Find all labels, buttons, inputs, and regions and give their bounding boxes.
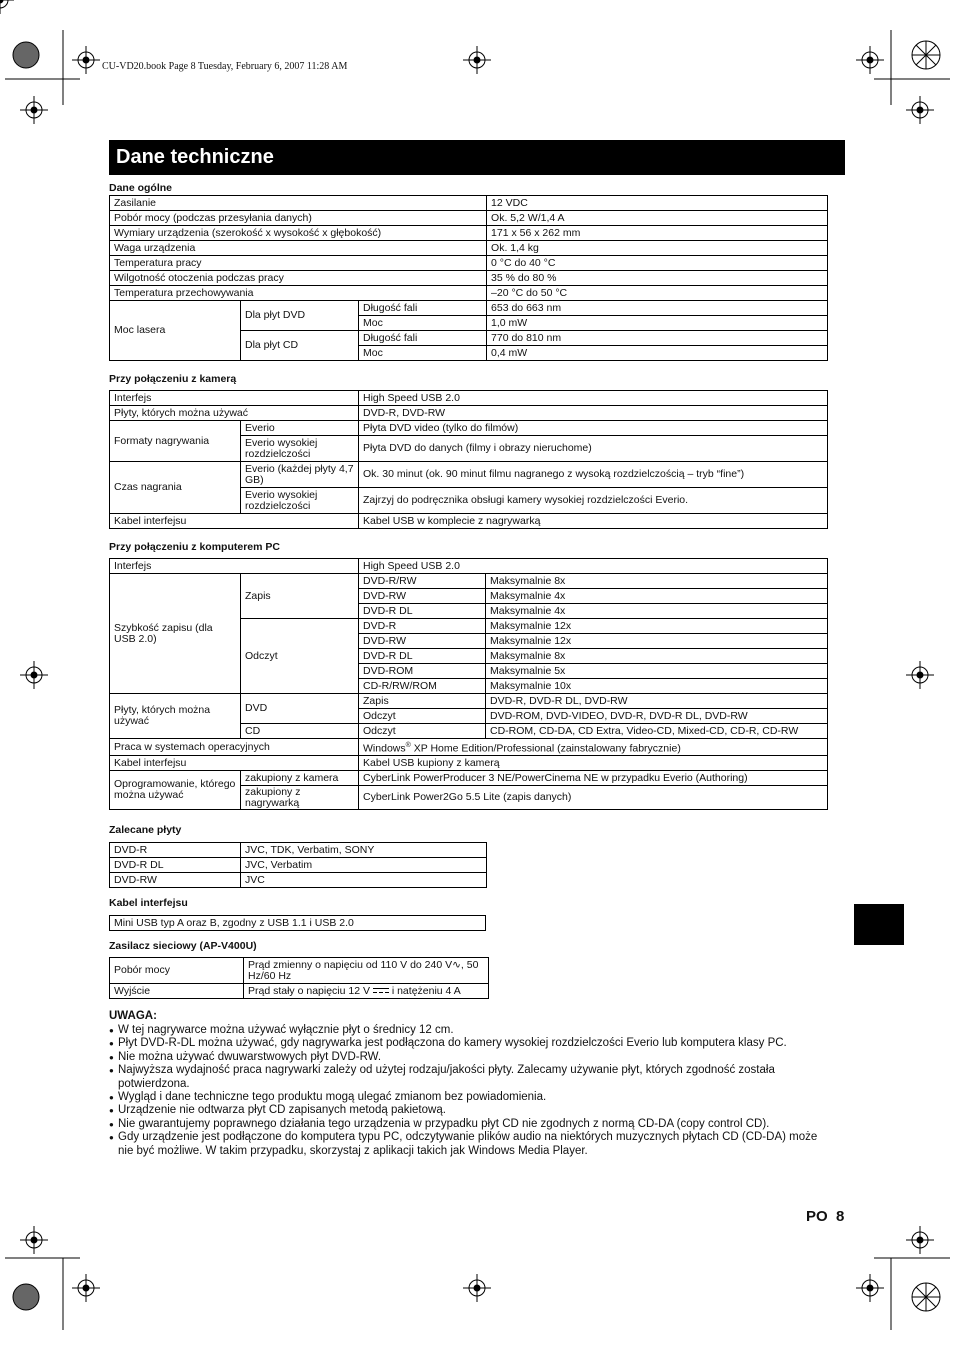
table-cell: Moc xyxy=(359,316,487,331)
table-cell: DVD-RW xyxy=(359,634,486,649)
table-cell: Oprogramowanie, którego można używać xyxy=(110,771,241,810)
table-cell: Interfejs xyxy=(110,559,359,574)
table-cell: Zasilanie xyxy=(110,196,487,211)
list-item: ● W tej nagrywarce można używać wyłącznie płyt o średnicy 12 cm. xyxy=(109,1024,834,1037)
table-cell: DVD-R xyxy=(359,619,486,634)
table-cell: Płyty, których można używać xyxy=(110,406,359,421)
table-cell: Maksymalnie 10x xyxy=(486,679,828,694)
table-cell: 171 x 56 x 262 mm xyxy=(487,226,828,241)
table-cell: CyberLink PowerProducer 3 NE/PowerCinema NE w przypadku Everio (Authoring) xyxy=(359,771,828,786)
table-cell: 35 % do 80 % xyxy=(487,271,828,286)
table-cell: Odczyt xyxy=(359,724,486,739)
output-text-a: Prąd stały o napięciu 12 V xyxy=(248,984,370,997)
table-row xyxy=(110,984,489,999)
table-cell: Zapis xyxy=(241,574,359,619)
table-cell: JVC, Verbatim xyxy=(241,858,487,873)
section-heading-discs: Zalecane płyty xyxy=(109,824,182,836)
camera-table xyxy=(109,390,828,529)
notes-list xyxy=(109,1024,834,1158)
table-cell: High Speed USB 2.0 xyxy=(359,559,828,574)
table-cell: Ok. 1,4 kg xyxy=(487,241,828,256)
list-item: ● Nie można używać dwuwarstwowych płyt DVD-RW. xyxy=(109,1051,834,1064)
table-cell: Odczyt xyxy=(241,619,359,694)
table-cell: DVD xyxy=(241,694,359,724)
table-cell: 12 VDC xyxy=(487,196,828,211)
table-cell: Interfejs xyxy=(110,391,359,406)
table-cell: Płyta DVD video (tylko do filmów) xyxy=(359,421,828,436)
list-item: ● Płyt DVD-R-DL można używać, gdy nagrywarka jest podłączona do kamery wysokiej rozdzielczości Everio lub komputera klasy PC. xyxy=(109,1037,834,1050)
list-item: ● Wygląd i dane techniczne tego produktu mogą ulegać zmianom bez powiadomienia. xyxy=(109,1091,834,1104)
table-cell: Maksymalnie 4x xyxy=(486,589,828,604)
table-cell: Wyjście xyxy=(110,984,244,999)
table-row xyxy=(110,256,828,271)
table-cell: Waga urządzenia xyxy=(110,241,487,256)
output-text-b: i natężeniu 4 A xyxy=(391,984,461,997)
table-cell: Temperatura pracy xyxy=(110,256,487,271)
table-cell: 653 do 663 nm xyxy=(487,301,828,316)
section-heading-camera: Przy połączeniu z kamerą xyxy=(109,373,237,385)
table-row xyxy=(110,574,828,589)
table-row xyxy=(110,211,828,226)
table-cell: CD-ROM, CD-DA, CD Extra, Video-CD, Mixed-CD, CD-R, CD-RW xyxy=(486,724,828,739)
discs-table xyxy=(109,842,487,888)
table-row xyxy=(110,873,487,888)
list-item: ● Nie gwarantujemy poprawnego działania tego urządzenia w przypadku płyt CD nie zgodnych z normą CD-DA (copy control CD). xyxy=(109,1118,834,1131)
table-cell: Prąd zmienny o napięciu od 110 V do 240 V∿, 50 Hz/60 Hz xyxy=(244,958,489,984)
table-cell: 0,4 mW xyxy=(487,346,828,361)
side-tab-marker xyxy=(854,904,904,945)
table-cell: Kabel interfejsu xyxy=(110,756,359,771)
laser-label: Moc lasera xyxy=(110,301,241,361)
table-row xyxy=(110,286,828,301)
table-cell: Wilgotność otoczenia podczas pracy xyxy=(110,271,487,286)
table-cell: CyberLink Power2Go 5.5 Lite (zapis danych) xyxy=(359,786,828,810)
table-row xyxy=(110,756,828,771)
table-cell: Everio xyxy=(241,421,359,436)
table-cell: Moc xyxy=(359,346,487,361)
os-edition: XP Home Edition/Professional (zainstalowany fabrycznie) xyxy=(410,742,681,755)
cable-table xyxy=(109,915,486,931)
table-cell: Pobór mocy (podczas przesyłania danych) xyxy=(110,211,487,226)
adapter-table xyxy=(109,957,489,999)
table-cell: Długość fali xyxy=(359,301,487,316)
file-header-line: CU-VD20.book Page 8 Tuesday, February 6, 2007 11:28 AM xyxy=(102,61,348,72)
table-cell: Płyty, których można używać xyxy=(110,694,241,739)
table-cell: Mini USB typ A oraz B, zgodny z USB 1.1 i USB 2.0 xyxy=(110,916,486,931)
table-cell: DVD-R DL xyxy=(359,649,486,664)
table-cell: Pobór mocy xyxy=(110,958,244,984)
table-row xyxy=(110,843,487,858)
table-cell: DVD-R DL xyxy=(359,604,486,619)
table-row xyxy=(110,271,828,286)
table-cell: Kabel USB kupiony z kamerą xyxy=(359,756,828,771)
table-cell: Odczyt xyxy=(359,709,486,724)
table-row xyxy=(110,559,828,574)
general-table xyxy=(109,195,828,361)
table-row xyxy=(110,462,828,488)
table-cell: DVD-R/RW xyxy=(359,574,486,589)
table-row xyxy=(110,739,828,756)
table-cell: JVC xyxy=(241,873,487,888)
table-cell: CD xyxy=(241,724,359,739)
table-cell: DVD-R DL xyxy=(110,858,241,873)
table-cell: DVD-RW xyxy=(359,589,486,604)
table-cell: Temperatura przechowywania xyxy=(110,286,487,301)
os-windows: Windows xyxy=(363,742,406,755)
table-cell: Everio (każdej płyty 4,7 GB) xyxy=(241,462,359,488)
table-cell: Formaty nagrywania xyxy=(110,421,241,462)
table-cell: Kabel interfejsu xyxy=(110,514,359,529)
table-row xyxy=(110,916,486,931)
registered-mark: ® xyxy=(405,741,411,749)
table-cell: DVD-ROM xyxy=(359,664,486,679)
laser-dvd-label: Dla płyt DVD xyxy=(241,301,359,331)
table-row xyxy=(110,241,828,256)
table-row xyxy=(110,226,828,241)
page-title: Dane techniczne xyxy=(109,140,845,175)
table-cell: Ok. 5,2 W/1,4 A xyxy=(487,211,828,226)
dc-symbol-icon xyxy=(373,988,389,993)
table-row xyxy=(110,858,487,873)
table-cell: JVC, TDK, Verbatim, SONY xyxy=(241,843,487,858)
list-item: ● Gdy urządzenie jest podłączone do komputera typu PC, odczytywanie plików audio na niektórych muzycznych płytach CD (CD-DA) może nie być możliwe. W takim przypadku, skorzystaj z aplikacji takich jak Windows Media Player. xyxy=(109,1131,834,1158)
table-cell: Wymiary urządzenia (szerokość x wysokość x głębokość) xyxy=(110,226,487,241)
laser-cd-label: Dla płyt CD xyxy=(241,331,359,361)
table-cell: DVD-R, DVD-RW xyxy=(359,406,828,421)
table-cell: Everio wysokiej rozdzielczości xyxy=(241,436,359,462)
table-row xyxy=(110,421,828,436)
table-cell: Kabel USB w komplecie z nagrywarką xyxy=(359,514,828,529)
table-cell: Maksymalnie 5x xyxy=(486,664,828,679)
table-cell: Maksymalnie 4x xyxy=(486,604,828,619)
table-row xyxy=(110,301,828,316)
table-cell: Maksymalnie 8x xyxy=(486,574,828,589)
table-cell: 1,0 mW xyxy=(487,316,828,331)
table-cell: Maksymalnie 12x xyxy=(486,634,828,649)
page-number: PO 8 xyxy=(806,1208,845,1225)
table-cell: Maksymalnie 8x xyxy=(486,649,828,664)
table-cell: Ok. 30 minut (ok. 90 minut filmu nagranego z wysoką rozdzielczością – tryb “fine”) xyxy=(359,462,828,488)
table-cell: Szybkość zapisu (dla USB 2.0) xyxy=(110,574,241,694)
os-cell xyxy=(359,739,828,756)
table-cell: zakupiony z nagrywarką xyxy=(241,786,359,810)
table-cell: Everio wysokiej rozdzielczości xyxy=(241,488,359,514)
output-cell xyxy=(244,984,489,999)
table-cell: DVD-RW xyxy=(110,873,241,888)
table-row xyxy=(110,391,828,406)
section-heading-general: Dane ogólne xyxy=(109,182,173,194)
table-cell: 0 °C do 40 °C xyxy=(487,256,828,271)
table-row xyxy=(110,958,489,984)
table-row xyxy=(110,694,828,709)
list-item: ● Najwyższa wydajność praca nagrywarki zależy od użytej rodzaju/jakości płyty. Zalecamy używanie płyt, których zgodność została potwierdzona. xyxy=(109,1064,834,1091)
table-cell: Czas nagrania xyxy=(110,462,241,514)
table-cell: High Speed USB 2.0 xyxy=(359,391,828,406)
table-cell: Praca w systemach operacyjnych xyxy=(110,739,359,756)
table-cell: 770 do 810 nm xyxy=(487,331,828,346)
table-cell: Zapis xyxy=(359,694,486,709)
notes-title: UWAGA: xyxy=(109,1010,157,1022)
section-heading-cable: Kabel interfejsu xyxy=(109,897,188,909)
section-heading-adapter: Zasilacz sieciowy (AP-V400U) xyxy=(109,940,257,952)
list-item: ● Urządzenie nie odtwarza płyt CD zapisanych metodą pakietową. xyxy=(109,1104,834,1117)
table-row xyxy=(110,196,828,211)
table-cell: Płyta DVD do danych (filmy i obrazy nieruchome) xyxy=(359,436,828,462)
table-cell: Długość fali xyxy=(359,331,487,346)
section-heading-pc: Przy połączeniu z komputerem PC xyxy=(109,541,280,553)
table-cell: DVD-R, DVD-R DL, DVD-RW xyxy=(486,694,828,709)
table-cell: DVD-R xyxy=(110,843,241,858)
table-cell: zakupiony z kamera xyxy=(241,771,359,786)
table-row xyxy=(110,406,828,421)
pc-table xyxy=(109,558,828,810)
table-cell: CD-R/RW/ROM xyxy=(359,679,486,694)
table-cell: DVD-ROM, DVD-VIDEO, DVD-R, DVD-R DL, DVD-RW xyxy=(486,709,828,724)
table-cell: Zajrzyj do podręcznika obsługi kamery wysokiej rozdzielczości Everio. xyxy=(359,488,828,514)
table-cell: Maksymalnie 12x xyxy=(486,619,828,634)
table-row xyxy=(110,771,828,786)
table-row xyxy=(110,514,828,529)
table-cell: –20 °C do 50 °C xyxy=(487,286,828,301)
